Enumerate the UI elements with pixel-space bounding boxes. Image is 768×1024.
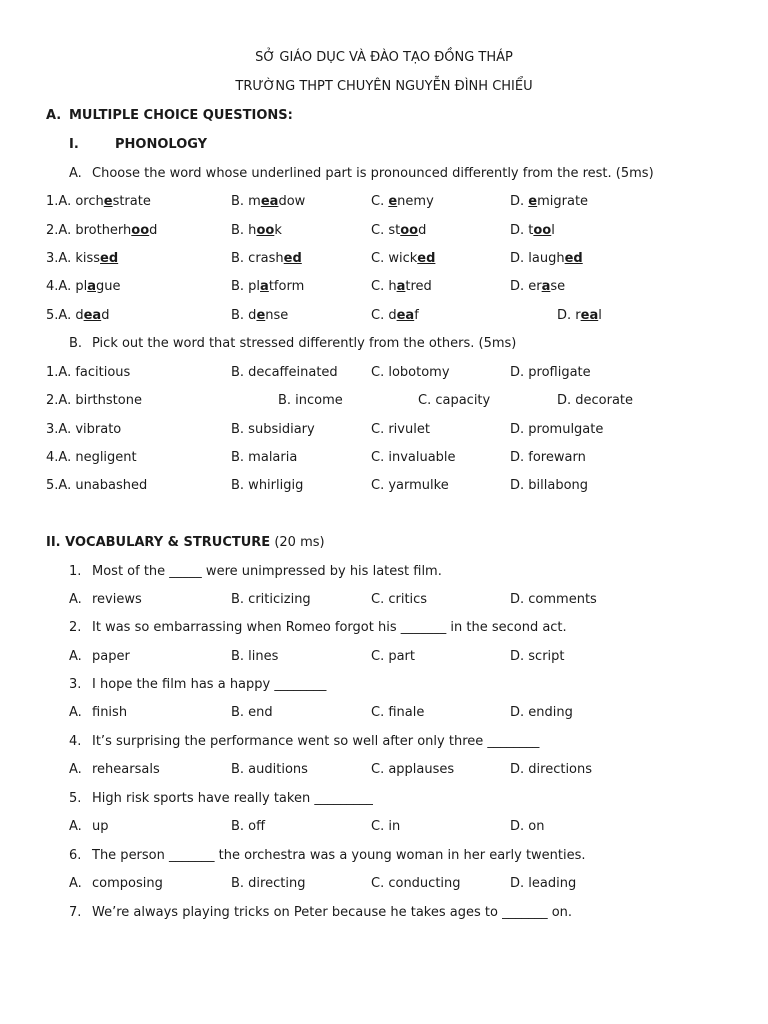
answer-option: B. off (231, 819, 266, 834)
school-department-heading: SỞ GIÁO DỤC VÀ ĐÀO TẠO ĐỒNG THÁP (255, 50, 513, 65)
pronunciation-option (510, 279, 565, 294)
answer-option: rehearsals (92, 762, 160, 777)
stress-option: D. profligate (510, 365, 591, 380)
stress-option: C. yarmulke (371, 478, 449, 493)
pronunciation-option (510, 194, 588, 209)
part-1-title: PHONOLOGY (115, 137, 208, 152)
stress-option: C. rivulet (371, 422, 430, 437)
option-text-before: 3.A. kiss (46, 251, 101, 266)
pronunciation-option (371, 194, 434, 209)
part-1-numeral: I. (69, 137, 79, 152)
underlined-part: ed (100, 251, 119, 266)
answer-option: D. leading (510, 876, 577, 891)
pronunciation-option (371, 223, 426, 238)
pronunciation-option (557, 308, 602, 323)
option-text-after: tform (268, 279, 305, 294)
stress-option: C. invaluable (371, 450, 456, 465)
pronunciation-option (231, 279, 304, 294)
underlined-part: a (396, 279, 406, 294)
answer-option: C. conducting (371, 876, 461, 891)
underlined-part: oo (131, 223, 150, 238)
stress-option: B. decaffeinated (231, 365, 338, 380)
answer-option: reviews (92, 592, 142, 607)
question-number: 4. (69, 734, 82, 749)
pronunciation-option (46, 308, 109, 323)
option-text-before: 2.A. brotherh (46, 223, 132, 238)
answer-option: C. critics (371, 592, 428, 607)
answer-option: C. in (371, 819, 401, 834)
answer-option: B. directing (231, 876, 306, 891)
question-number: 3. (69, 677, 82, 692)
option-text-before: D. er (510, 279, 542, 294)
underlined-part: ea (260, 194, 279, 209)
question-text: High risk sports have really taken _________ (92, 791, 373, 806)
pronunciation-option (46, 279, 120, 294)
underlined-part: oo (400, 223, 419, 238)
option-label-a: A. (69, 876, 82, 891)
answer-option: D. ending (510, 705, 573, 720)
part-2-title: II. VOCABULARY & STRUCTURE (46, 535, 271, 550)
option-text-before: C. (371, 194, 389, 209)
answer-option: D. comments (510, 592, 597, 607)
option-text-after: d (101, 308, 110, 323)
stress-option: C. lobotomy (371, 365, 450, 380)
task-a-letter: A. (69, 166, 82, 181)
answer-option: B. auditions (231, 762, 308, 777)
pronunciation-option (371, 251, 435, 266)
stress-option: B. subsidiary (231, 422, 315, 437)
option-text-after: k (274, 223, 282, 238)
option-text-before: B. m (231, 194, 261, 209)
option-text-before: D. r (557, 308, 581, 323)
underlined-part: ed (417, 251, 436, 266)
pronunciation-option (231, 194, 305, 209)
option-text-after: tred (405, 279, 432, 294)
option-text-after: migrate (537, 194, 589, 209)
answer-option: C. applauses (371, 762, 455, 777)
task-a-instruction: Choose the word whose underlined part is pronounced differently from the rest. (5ms) (92, 166, 654, 181)
underlined-part: e (103, 194, 113, 209)
option-text-before: D. laugh (510, 251, 565, 266)
pronunciation-option (231, 308, 288, 323)
answer-option: B. end (231, 705, 273, 720)
answer-option: D. script (510, 649, 565, 664)
question-text: The person _______ the orchestra was a young woman in her early twenties. (92, 848, 586, 863)
option-label-a: A. (69, 819, 82, 834)
school-name-heading: TRƯỜNG THPT CHUYÊN NGUYỄN ĐÌNH CHIỂU (235, 79, 533, 94)
option-text-after: f (414, 308, 419, 323)
stress-option: 2.A. birthstone (46, 393, 142, 408)
option-label-a: A. (69, 592, 82, 607)
option-text-before: C. d (371, 308, 397, 323)
task-b-letter: B. (69, 336, 83, 351)
option-text-after: se (550, 279, 566, 294)
stress-option: B. whirligig (231, 478, 304, 493)
option-text-before: C. wick (371, 251, 418, 266)
option-label-a: A. (69, 705, 82, 720)
stress-option: B. income (278, 393, 343, 408)
underlined-part: a (541, 279, 551, 294)
pronunciation-option (371, 308, 419, 323)
section-a-title: MULTIPLE CHOICE QUESTIONS: (69, 108, 293, 123)
option-text-before: B. pl (231, 279, 261, 294)
option-text-before: 5.A. d (46, 308, 84, 323)
stress-option: C. capacity (418, 393, 491, 408)
part-2-marks: (20 ms) (274, 535, 325, 550)
pronunciation-option (510, 223, 555, 238)
question-text: It was so embarrassing when Romeo forgot his _______ in the second act. (92, 620, 567, 635)
option-text-after: nemy (397, 194, 434, 209)
answer-option: finish (92, 705, 128, 720)
question-text: It’s surprising the performance went so well after only three ________ (92, 734, 540, 749)
option-text-after: l (551, 223, 555, 238)
question-number: 1. (69, 564, 82, 579)
underlined-part: ea (396, 308, 415, 323)
pronunciation-option (231, 223, 282, 238)
underlined-part: e (528, 194, 538, 209)
option-text-after: l (598, 308, 602, 323)
underlined-part: ea (83, 308, 102, 323)
pronunciation-option (231, 251, 302, 266)
question-number: 7. (69, 905, 82, 920)
underlined-part: ea (580, 308, 599, 323)
option-text-before: 1.A. orch (46, 194, 104, 209)
option-text-before: B. h (231, 223, 257, 238)
stress-option: D. billabong (510, 478, 589, 493)
option-label-a: A. (69, 762, 82, 777)
stress-option: 4.A. negligent (46, 450, 137, 465)
stress-option: 3.A. vibrato (46, 422, 122, 437)
option-text-after: d (418, 223, 427, 238)
option-text-before: B. d (231, 308, 257, 323)
option-text-before: B. crash (231, 251, 284, 266)
stress-option: D. promulgate (510, 422, 604, 437)
question-text: I hope the film has a happy ________ (92, 677, 327, 692)
section-a-letter: A. (46, 108, 62, 123)
answer-option: B. criticizing (231, 592, 311, 607)
option-text-before: C. h (371, 279, 397, 294)
option-text-after: nse (265, 308, 289, 323)
question-text: We’re always playing tricks on Peter because he takes ages to _______ on. (92, 905, 573, 920)
option-text-after: dow (278, 194, 306, 209)
stress-option: D. decorate (557, 393, 634, 408)
option-text-after: gue (95, 279, 121, 294)
question-number: 6. (69, 848, 82, 863)
stress-option: 5.A. unabashed (46, 478, 148, 493)
option-text-after: d (149, 223, 158, 238)
question-number: 2. (69, 620, 82, 635)
task-b-instruction: Pick out the word that stressed differently from the others. (5ms) (92, 336, 517, 351)
question-number: 5. (69, 791, 82, 806)
option-text-after: strate (112, 194, 151, 209)
underlined-part: e (388, 194, 398, 209)
underlined-part: ed (564, 251, 583, 266)
stress-option: B. malaria (231, 450, 298, 465)
answer-option: composing (92, 876, 163, 891)
answer-option: up (92, 819, 109, 834)
underlined-part: a (260, 279, 269, 294)
underlined-part: e (256, 308, 266, 323)
stress-option: D. forewarn (510, 450, 586, 465)
underlined-part: a (87, 279, 96, 294)
pronunciation-option (371, 279, 432, 294)
answer-option: D. on (510, 819, 545, 834)
part-2-heading (46, 535, 325, 551)
underlined-part: ed (283, 251, 302, 266)
stress-option: 1.A. facitious (46, 365, 131, 380)
pronunciation-option (46, 223, 157, 238)
pronunciation-option (510, 251, 583, 266)
question-text: Most of the _____ were unimpressed by his latest film. (92, 564, 442, 579)
option-text-before: D. t (510, 223, 534, 238)
option-text-before: 4.A. pl (46, 279, 88, 294)
pronunciation-option (46, 251, 118, 266)
answer-option: D. directions (510, 762, 593, 777)
underlined-part: oo (533, 223, 552, 238)
underlined-part: oo (256, 223, 275, 238)
answer-option: paper (92, 649, 130, 664)
answer-option: C. finale (371, 705, 425, 720)
answer-option: B. lines (231, 649, 279, 664)
option-text-before: D. (510, 194, 529, 209)
option-label-a: A. (69, 649, 82, 664)
option-text-before: C. st (371, 223, 401, 238)
pronunciation-option (46, 194, 151, 209)
answer-option: C. part (371, 649, 416, 664)
